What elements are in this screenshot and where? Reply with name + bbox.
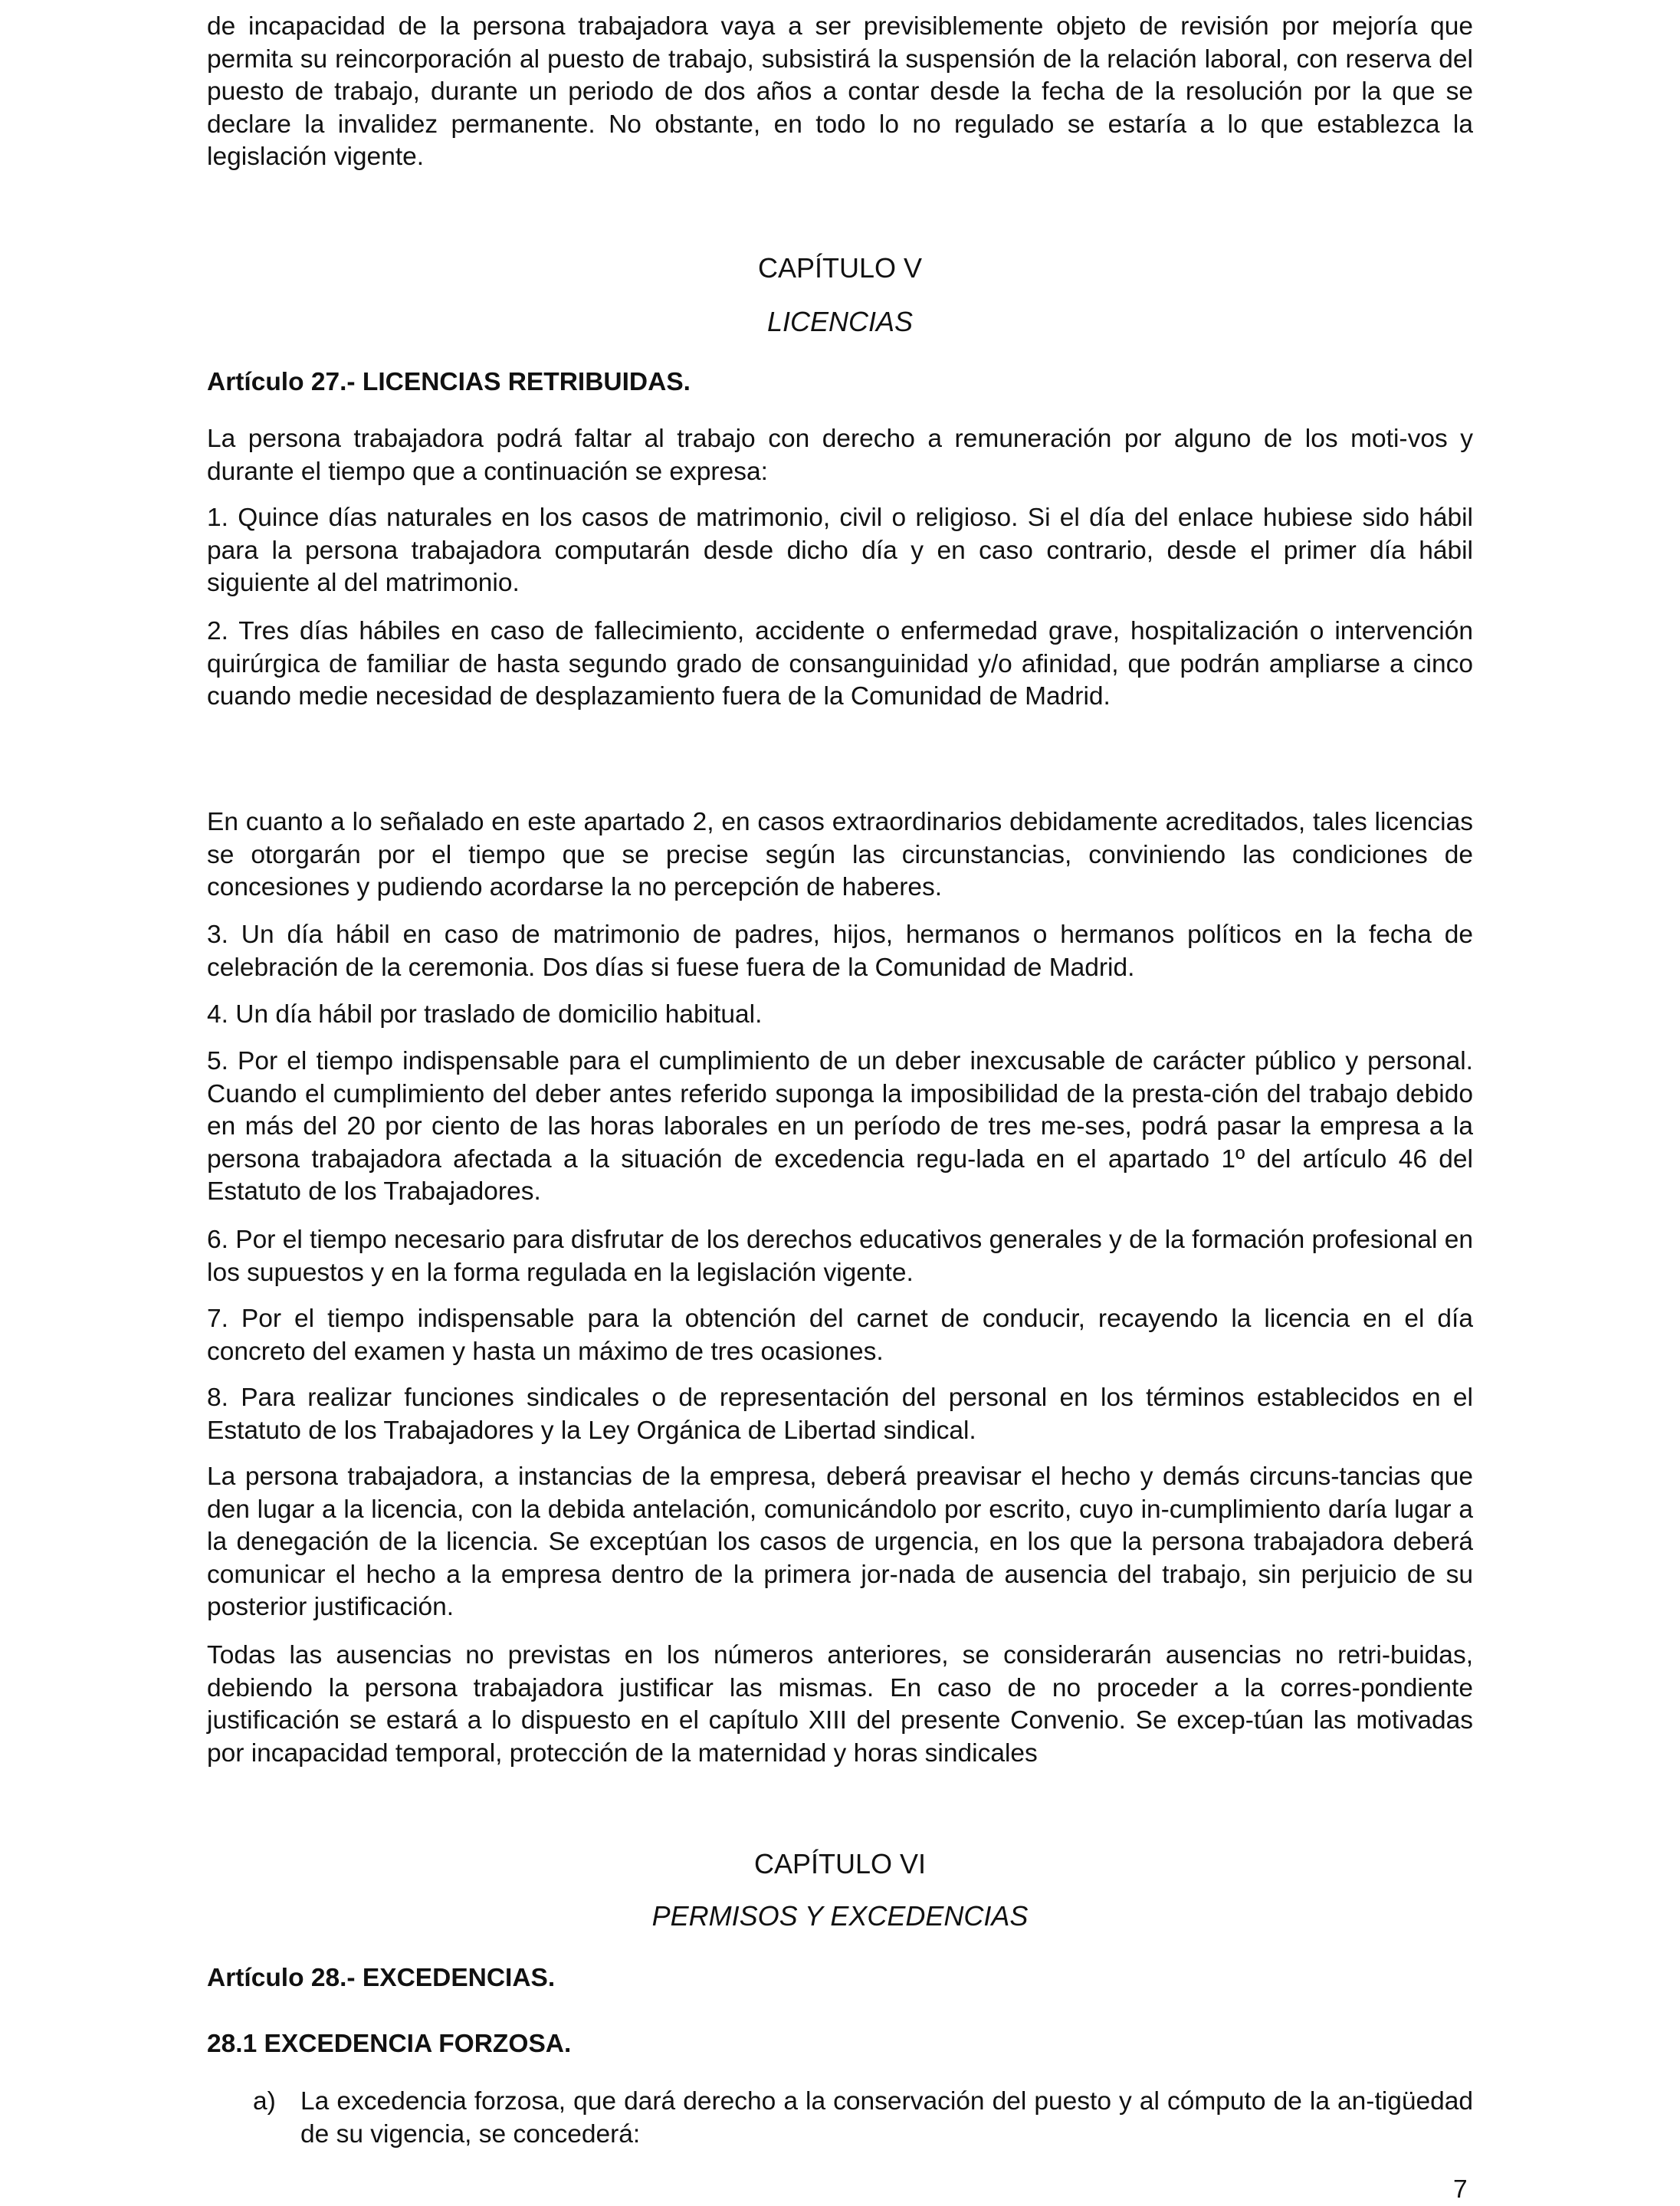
- article-27-heading: Artículo 27.- LICENCIAS RETRIBUIDAS.: [207, 368, 691, 396]
- license-item-5: 5. Por el tiempo indispensable para el cumplimiento de un deber inexcusable de carácter público y personal. Cuando el cumplimiento del deber antes referido suponga la imposibilidad de la presta-ción del trabajo debido en más del 20 por ciento de las horas laborales en un período de tres me-ses, podrá pasar la empresa a la persona trabajadora afectada a la situación de excedencia regu-lada en el apartado 1º del artículo 46 del Estatuto de los Trabajadores.: [207, 1047, 1473, 1206]
- license-item-2-note: En cuanto a lo señalado en este apartado 2, en casos extraordinarios debidamente acreditados, tales licencias se otorgarán por el tiempo que se precise según las circunstancias, conviniendo las condiciones de concesiones y pudiendo acordarse la no percepción de haberes.: [207, 808, 1473, 901]
- license-item-2: 2. Tres días hábiles en caso de fallecimiento, accidente o enfermedad grave, hospitalización o intervención quirúrgica de familiar de hasta segundo grado de consanguinidad y/o afinidad, que podrán ampliarse a cinco cuando medie necesidad de desplazamiento fuera de la Comunidad de Madrid.: [207, 617, 1473, 711]
- chapter-5-title: CAPÍTULO V: [757, 252, 923, 284]
- preaviso-paragraph: La persona trabajadora, a instancias de la empresa, deberá preavisar el hecho y demás circuns-tancias que den lugar a la licencia, con la debida antelación, comunicándolo por escrito, cuyo in-cumplimiento daría lugar a la denegación de la licencia. Se exceptúan los casos de urgencia, en los que la persona trabajadora deberá comunicar el hecho a la empresa dentro de la primera jor-nada de ausencia del trabajo, sin perjuicio de su posterior justificación.: [207, 1462, 1473, 1621]
- ausencias-paragraph: Todas las ausencias no previstas en los números anteriores, se considerarán ausencias no retri-buidas, debiendo la persona trabajadora justificar las mismas. En caso de no proceder a la corres-pondiente justificación se estará a lo dispuesto en el capítulo XIII del presente Convenio. Se excep-túan las motivadas por incapacidad temporal, protección de la maternidad y horas sindicales: [207, 1641, 1473, 1768]
- license-item-8: 8. Para realizar funciones sindicales o de representación del personal en los términos establecidos en el Estatuto de los Trabajadores y la Ley Orgánica de Libertad sindical.: [207, 1384, 1473, 1445]
- article-28-heading: Artículo 28.- EXCEDENCIAS.: [207, 1964, 556, 1992]
- section-28-1-item-a: [253, 2086, 1473, 2151]
- intro-paragraph: de incapacidad de la persona trabajadora vaya a ser previsiblemente objeto de revisión por mejoría que permita su reincorporación al puesto de trabajo, subsistirá la suspensión de la relación laboral, con reserva del puesto de trabajo, durante un periodo de dos años a contar desde la fecha de la resolución por la que se declare la invalidez permanente. No obstante, en todo lo no regulado se estaría a lo que establezca la legislación vigente.: [207, 12, 1473, 171]
- license-item-7: 7. Por el tiempo indispensable para la obtención del carnet de conducir, recayendo la licencia en el día concreto del examen y hasta un máximo de tres ocasiones.: [207, 1305, 1473, 1366]
- document-page: [207, 0, 1473, 2195]
- item-a-text: La excedencia forzosa, que dará derecho a la conservación del puesto y al cómputo de la an-tigüedad de su vigencia, se concederá:: [300, 2087, 1473, 2149]
- section-28-1-heading: 28.1 EXCEDENCIA FORZOSA.: [207, 2030, 572, 2058]
- license-item-1: 1. Quince días naturales en los casos de matrimonio, civil o religioso. Si el día del enlace hubiese sido hábil para la persona trabajadora computarán desde dicho día y en caso contrario, desde el primer día hábil siguiente al del matrimonio.: [207, 504, 1473, 597]
- license-item-6: 6. Por el tiempo necesario para disfrutar de los derechos educativos generales y de la formación profesional en los supuestos y en la forma regulada en la legislación vigente.: [207, 1226, 1473, 1287]
- chapter-6-subtitle: PERMISOS Y EXCEDENCIAS: [651, 1900, 1029, 1932]
- chapter-6-title: CAPÍTULO VI: [753, 1848, 927, 1879]
- license-item-4: 4. Un día hábil por traslado de domicilio habitual.: [207, 1000, 763, 1029]
- license-item-3: 3. Un día hábil en caso de matrimonio de padres, hijos, hermanos o hermanos políticos en la fecha de celebración de la ceremonia. Dos días si fuese fuera de la Comunidad de Madrid.: [207, 921, 1473, 982]
- page-number: 7: [1453, 2175, 1468, 2204]
- chapter-5-subtitle: LICENCIAS: [766, 306, 914, 337]
- item-a-marker: a): [253, 2087, 276, 2116]
- article-27-intro: La persona trabajadora podrá faltar al trabajo con derecho a remuneración por alguno de los moti-vos y durante el tiempo que a continuación se expresa:: [207, 425, 1473, 486]
